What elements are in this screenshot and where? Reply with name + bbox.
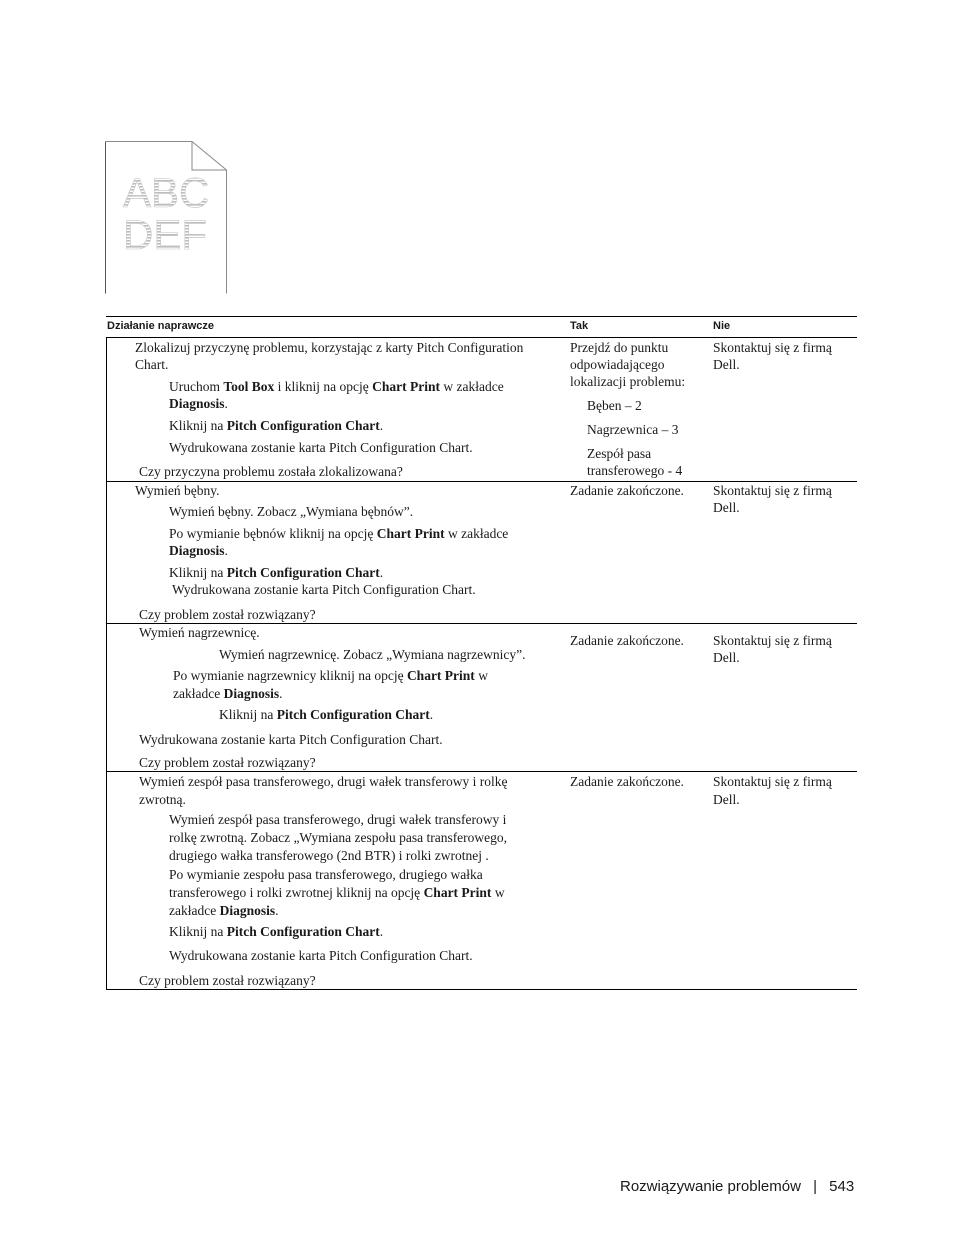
action-step: Kliknij na Pitch Configuration Chart.	[169, 565, 384, 580]
action-step: Wymień zespół pasa transferowego, drugi wałek transferowy i	[169, 812, 507, 827]
sample-text-line-2: DEF	[123, 211, 207, 258]
yes-cell: Zadanie zakończone.	[570, 774, 684, 789]
action-step: Wymień bębny. Zobacz „Wymiana bębnów”.	[169, 504, 414, 519]
no-cell: Dell.	[713, 357, 740, 372]
footer-separator: |	[813, 1178, 817, 1195]
no-cell: Dell.	[713, 650, 740, 665]
action-intro: Wymień nagrzewnicę.	[139, 625, 260, 640]
no-cell: Skontaktuj się z firmą	[713, 633, 832, 648]
yes-list-item: Bęben – 2	[587, 398, 642, 413]
header-bottom-rule	[106, 337, 857, 338]
yes-list-item: transferowego - 4	[587, 463, 683, 478]
action-step: Kliknij na Pitch Configuration Chart.	[169, 418, 384, 433]
yes-list-item: Zespół pasa	[587, 446, 652, 461]
action-intro: Wymień zespół pasa transferowego, drugi wałek transferowy i rolkę	[139, 774, 508, 789]
column-header-yes: Tak	[570, 320, 589, 332]
action-intro: Wymień bębny.	[135, 483, 220, 498]
page-number: 543	[829, 1178, 855, 1195]
action-question: Czy problem został rozwiązany?	[139, 755, 316, 770]
yes-cell: Przejdź do punktu	[570, 340, 669, 355]
action-step: Uruchom Tool Box i kliknij na opcję Chart Print w zakładce	[169, 379, 504, 394]
action-step: Po wymianie bębnów kliknij na opcję Chart Print w zakładce	[169, 526, 509, 541]
no-cell: Dell.	[713, 792, 740, 807]
page-footer	[620, 1178, 854, 1195]
action-intro: Zlokalizuj przyczynę problemu, korzystając z karty Pitch Configuration	[135, 340, 524, 355]
action-step: drugiego wałka transferowego (2nd BTR) i rolki zwrotnej .	[169, 848, 489, 863]
no-cell: Skontaktuj się z firmą	[713, 483, 832, 498]
action-step: Wydrukowana zostanie karta Pitch Configuration Chart.	[139, 732, 443, 747]
action-step: Wymień nagrzewnicę. Zobacz „Wymiana nagrzewnicy”.	[219, 647, 526, 662]
action-intro: Chart.	[135, 357, 169, 372]
yes-cell: Zadanie zakończone.	[570, 633, 684, 648]
yes-list-item: Nagrzewnica – 3	[587, 422, 679, 437]
action-question: Czy przyczyna problemu została zlokalizowana?	[139, 464, 403, 479]
action-question: Czy problem został rozwiązany?	[139, 607, 316, 622]
yes-cell: lokalizacji problemu:	[570, 374, 686, 389]
table-left-border	[106, 337, 107, 990]
action-step: transferowego i rolki zwrotnej kliknij na opcję Chart Print w	[169, 885, 505, 900]
sample-text-line-1: ABC	[123, 169, 210, 216]
action-step: Kliknij na Pitch Configuration Chart.	[169, 924, 384, 939]
action-step: Kliknij na Pitch Configuration Chart.	[219, 707, 434, 722]
no-cell: Skontaktuj się z firmą	[713, 340, 832, 355]
yes-cell: odpowiadającego	[570, 357, 665, 372]
column-header-no: Nie	[713, 320, 731, 332]
no-cell: Dell.	[713, 500, 740, 515]
column-header-action: Działanie naprawcze	[107, 320, 214, 332]
action-step: Diagnosis.	[169, 543, 228, 558]
action-step: rolkę zwrotną. Zobacz „Wymiana zespołu pasa transferowego,	[169, 830, 508, 845]
table-top-rule	[106, 316, 857, 317]
action-intro: zwrotną.	[139, 792, 186, 807]
action-step: zakładce Diagnosis.	[169, 903, 279, 918]
action-question: Czy problem został rozwiązany?	[139, 973, 316, 988]
no-cell: Skontaktuj się z firmą	[713, 774, 832, 789]
action-step: Po wymianie nagrzewnicy kliknij na opcję Chart Print w	[173, 668, 488, 683]
action-step: Diagnosis.	[169, 396, 228, 411]
faded-print-sample-illustration	[105, 141, 227, 294]
action-step: Wydrukowana zostanie karta Pitch Configuration Chart.	[172, 582, 476, 597]
action-step: Po wymianie zespołu pasa transferowego, drugiego wałka	[169, 867, 483, 882]
action-step: Wydrukowana zostanie karta Pitch Configuration Chart.	[169, 948, 473, 963]
footer-section-title: Rozwiązywanie problemów	[620, 1178, 801, 1195]
yes-cell: Zadanie zakończone.	[570, 483, 684, 498]
action-step: zakładce Diagnosis.	[173, 686, 283, 701]
action-step: Wydrukowana zostanie karta Pitch Configuration Chart.	[169, 440, 473, 455]
